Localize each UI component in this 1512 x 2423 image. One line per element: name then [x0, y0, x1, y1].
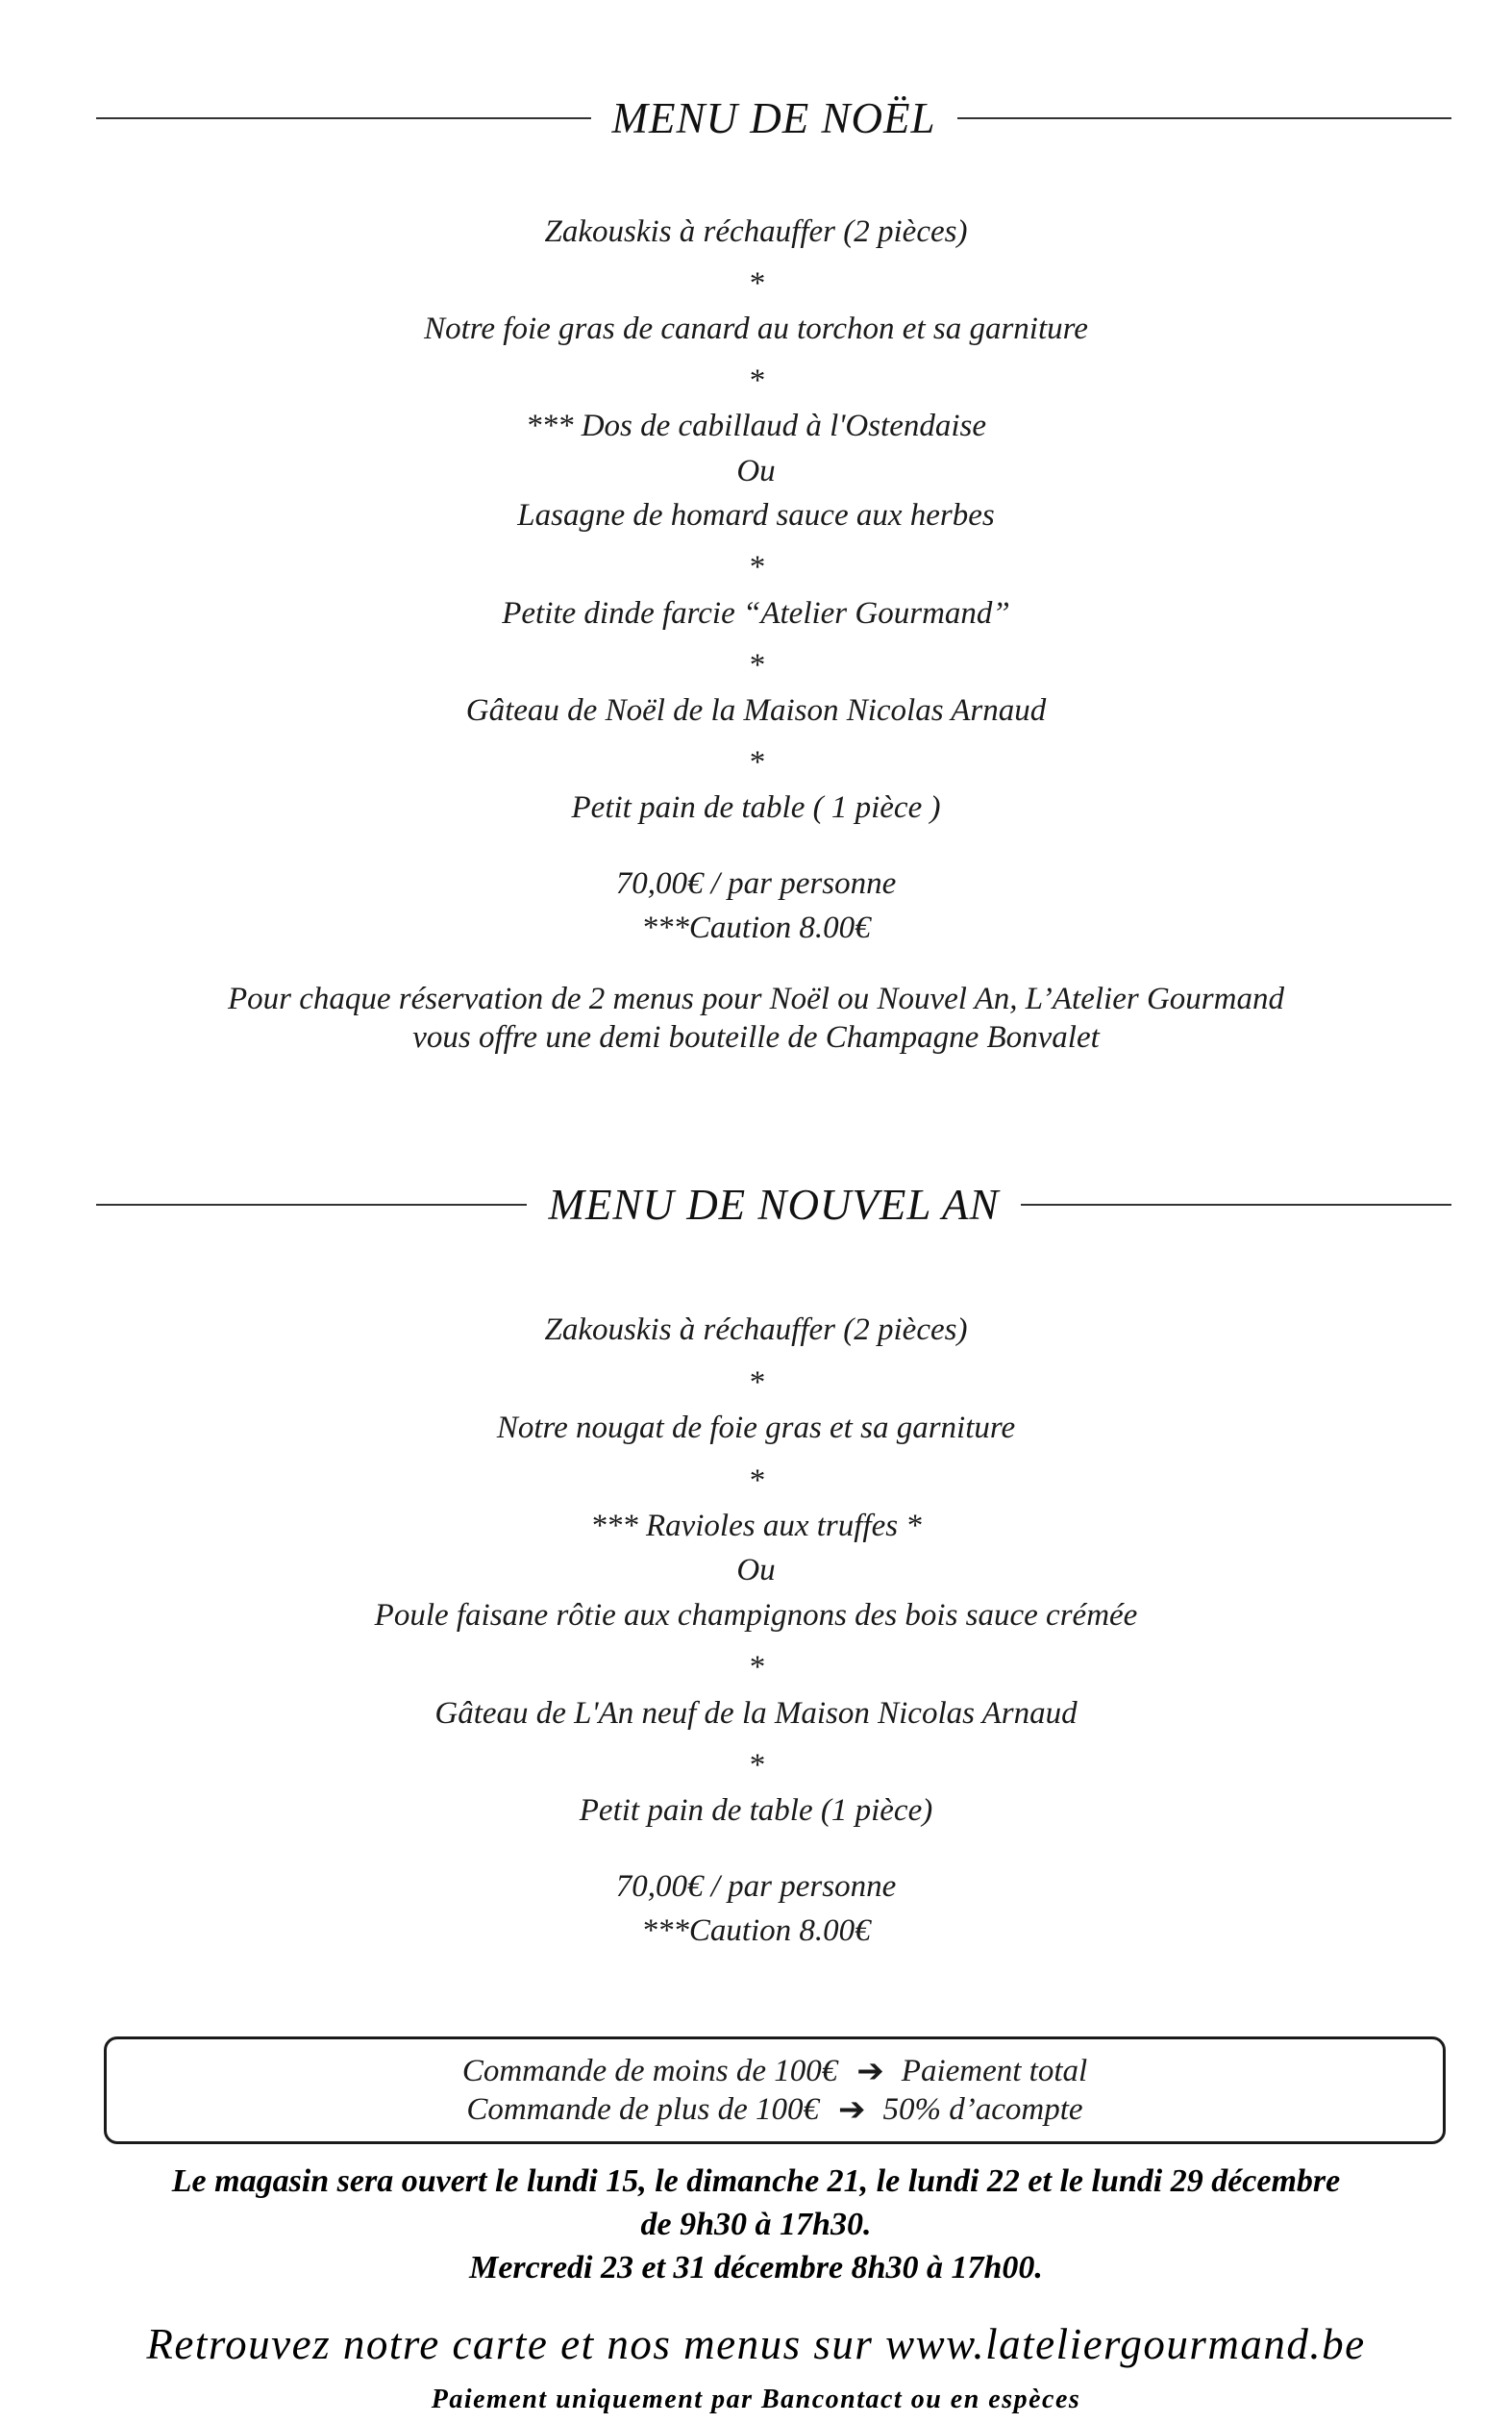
offer-line: Pour chaque réservation de 2 menus pour Noël ou Nouvel An, L’Atelier Gourmand: [228, 982, 1284, 1016]
course-separator: *: [748, 648, 764, 683]
nouvel-an-course-line: Zakouskis à réchauffer (2 pièces): [544, 1312, 968, 1347]
opening-hours-line: Le magasin sera ouvert le lundi 15, le dimanche 21, le lundi 22 et le lundi 29 décembre: [171, 2163, 1341, 2199]
noel-course-line: *** Dos de cabillaud à l'Ostendaise: [525, 409, 987, 443]
noel-course-line: Petit pain de table ( 1 pièce ): [571, 790, 941, 825]
nouvel-an-course-line: Gâteau de L'An neuf de la Maison Nicolas Arnaud: [434, 1696, 1078, 1731]
opening-hours: [0, 2160, 1512, 2289]
order-payment: 50% d’acompte: [882, 2092, 1083, 2127]
heading-rule-right: [1021, 1204, 1451, 1206]
nouvel-an-course-line: Petit pain de table (1 pièce): [579, 1793, 933, 1828]
course-separator: *: [748, 1365, 764, 1400]
nouvel-an-course-line: Poule faisane rôtie aux champignons des bois sauce crémée: [374, 1598, 1138, 1633]
nouvel-an-caution: ***Caution 8.00€: [641, 1913, 871, 1948]
website-line: Retrouvez notre carte et nos menus sur www.lateliergourmand.be: [146, 2320, 1366, 2368]
order-term-row: [462, 2052, 1087, 2090]
noel-course-line: Gâteau de Noël de la Maison Nicolas Arnaud: [465, 693, 1047, 728]
heading-rule-left: [96, 1204, 527, 1206]
course-separator: *: [748, 1463, 764, 1498]
offer-line: vous offre une demi bouteille de Champagne Bonvalet: [412, 1020, 1100, 1055]
order-term-row: [466, 2090, 1082, 2129]
noel-course-line: Lasagne de homard sauce aux herbes: [517, 498, 995, 533]
course-separator: *: [748, 1650, 764, 1685]
noel-menu-title: MENU DE NOËL: [611, 94, 936, 142]
course-separator: *: [748, 363, 764, 398]
arrow-right-icon: ➔: [856, 2052, 884, 2090]
choice-connector: Ou: [736, 454, 776, 488]
nouvel-an-course-line: Notre nougat de foie gras et sa garniture: [496, 1411, 1016, 1445]
opening-hours-line: Mercredi 23 et 31 décembre 8h30 à 17h00.: [469, 2250, 1043, 2286]
opening-hours-line: de 9h30 à 17h30.: [640, 2207, 872, 2242]
nouvel-an-heading-row: [96, 1171, 1451, 1238]
nouvel-an-menu-title: MENU DE NOUVEL AN: [548, 1181, 1000, 1229]
order-condition: Commande de moins de 100€: [461, 2054, 838, 2088]
order-condition: Commande de plus de 100€: [466, 2092, 820, 2127]
noel-caution: ***Caution 8.00€: [641, 911, 871, 945]
heading-rule-right: [957, 117, 1452, 119]
noel-course-line: Zakouskis à réchauffer (2 pièces): [544, 214, 968, 249]
payment-methods: Paiement uniquement par Bancontact ou en espèces: [431, 2385, 1081, 2414]
course-separator: *: [748, 745, 764, 780]
order-payment: Paiement total: [901, 2054, 1088, 2088]
heading-rule-left: [96, 117, 591, 119]
choice-connector: Ou: [736, 1553, 776, 1587]
course-separator: *: [748, 550, 764, 585]
course-separator: *: [748, 266, 764, 301]
order-terms-box: [104, 2036, 1446, 2144]
arrow-right-icon: ➔: [838, 2090, 866, 2129]
noel-course-line: Notre foie gras de canard au torchon et sa garniture: [424, 312, 1088, 346]
nouvel-an-price: 70,00€ / par personne: [615, 1869, 897, 1904]
nouvel-an-course-line: *** Ravioles aux truffes *: [590, 1509, 922, 1543]
course-separator: *: [748, 1748, 764, 1783]
noel-heading-row: [96, 85, 1451, 152]
champagne-offer: [0, 980, 1512, 1057]
noel-course-line: Petite dinde farcie “Atelier Gourmand”: [502, 596, 1010, 631]
noel-price: 70,00€ / par personne: [615, 866, 897, 901]
